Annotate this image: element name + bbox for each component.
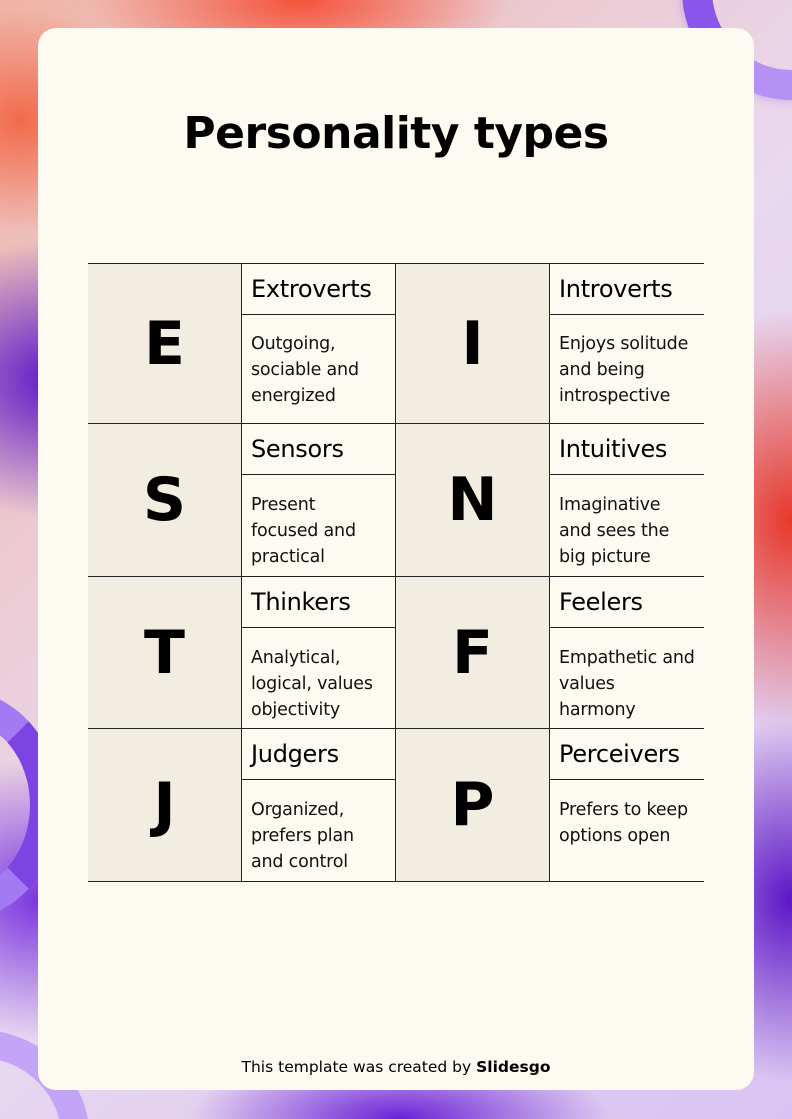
type-description: Analytical, logical, values objectivity	[251, 648, 373, 720]
type-name: Intuitives	[550, 424, 704, 475]
personality-table	[88, 263, 704, 882]
type-letter: F	[396, 577, 550, 728]
type-name: Introverts	[550, 264, 704, 315]
type-info	[242, 424, 396, 576]
type-info	[550, 264, 704, 423]
type-description: Outgoing, sociable and energized	[251, 334, 359, 406]
type-name: Judgers	[242, 729, 395, 780]
type-name: Feelers	[550, 577, 704, 628]
table-row	[88, 729, 704, 882]
type-description: Present focused and practical	[251, 495, 356, 567]
type-letter: S	[88, 424, 242, 576]
type-letter: I	[396, 264, 550, 423]
type-name: Thinkers	[242, 577, 395, 628]
type-description: Prefers to keep options open	[559, 800, 688, 846]
type-letter: E	[88, 264, 242, 423]
type-pair-right	[396, 424, 704, 576]
type-info	[550, 577, 704, 728]
type-description: Imaginative and sees the big picture	[559, 495, 670, 567]
page-title: Personality types	[183, 108, 609, 159]
type-pair-left	[88, 577, 396, 728]
type-pair-left	[88, 729, 396, 881]
footer-brand-link[interactable]: Slidesgo	[476, 1058, 551, 1076]
footer-credit	[0, 1058, 792, 1076]
type-letter: P	[396, 729, 550, 881]
type-name: Perceivers	[550, 729, 704, 780]
type-pair-left	[88, 264, 396, 423]
type-info	[242, 729, 396, 881]
type-info	[242, 264, 396, 423]
footer-text: This template was created by	[241, 1058, 477, 1076]
type-name: Extroverts	[242, 264, 395, 315]
type-info	[550, 729, 704, 881]
type-info	[242, 577, 396, 728]
type-name: Sensors	[242, 424, 395, 475]
type-description: Enjoys solitude and being introspective	[559, 334, 689, 406]
type-info	[550, 424, 704, 576]
type-pair-right	[396, 577, 704, 728]
table-row	[88, 577, 704, 729]
type-letter: T	[88, 577, 242, 728]
table-row	[88, 424, 704, 577]
type-description: Empathetic and values harmony	[559, 648, 695, 720]
type-pair-right	[396, 264, 704, 423]
type-letter: J	[88, 729, 242, 881]
type-letter: N	[396, 424, 550, 576]
type-pair-right	[396, 729, 704, 881]
type-pair-left	[88, 424, 396, 576]
type-description: Organized, prefers plan and control	[251, 800, 354, 872]
table-row	[88, 264, 704, 424]
